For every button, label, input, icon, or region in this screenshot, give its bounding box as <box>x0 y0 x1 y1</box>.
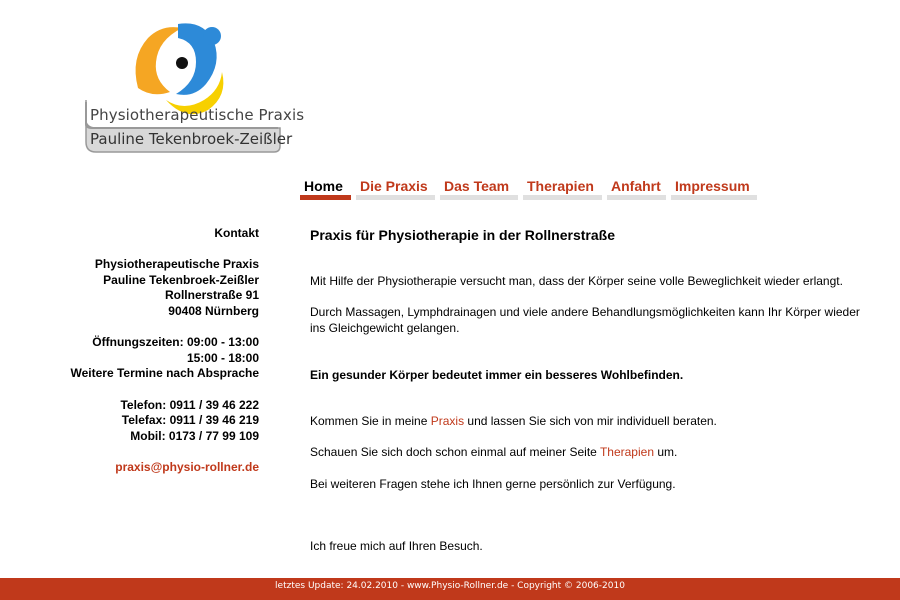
paragraph-highlight: Ein gesunder Körper bedeutet immer ein besseres Wohlbefinden. <box>310 368 684 382</box>
opening-hours-line-1: Öffnungszeiten: 09:00 - 13:00 <box>92 335 259 350</box>
nav-therapien[interactable]: Therapien <box>523 176 602 200</box>
paragraph-5-text-after: um. <box>654 445 678 459</box>
paragraph-1: Mit Hilfe der Physiotherapie versucht man, dass der Körper seine volle Beweglichkeit wieder erlangt. <box>310 274 843 288</box>
nav-impressum[interactable]: Impressum <box>671 176 757 200</box>
nav-die-praxis[interactable]: Die Praxis <box>356 176 435 200</box>
nav-anfahrt[interactable]: Anfahrt <box>607 176 666 200</box>
main-content <box>310 226 870 553</box>
email-link[interactable]: praxis@physio-rollner.de <box>115 459 259 474</box>
page-title: Praxis für Physiotherapie in der Rollnerstraße <box>310 227 615 243</box>
paragraph-4-text-after: und lassen Sie sich von mir individuell beraten. <box>464 414 717 428</box>
main-nav <box>300 176 762 200</box>
mobile-number: Mobil: 0173 / 77 99 109 <box>130 428 259 443</box>
paragraph-4 <box>310 414 717 430</box>
therapien-link[interactable]: Therapien <box>599 445 654 459</box>
logo-text-name: Pauline Tekenbroek-Zeißler <box>90 130 293 148</box>
logo <box>78 18 305 156</box>
footer-text: letztes Update: 24.02.2010 - www.Physio-Rollner.de - Copyright © 2006-2010 <box>275 581 625 591</box>
paragraph-5 <box>310 445 677 461</box>
address-line-1: Physiotherapeutische Praxis <box>94 257 259 272</box>
address-city: 90408 Nürnberg <box>168 303 259 318</box>
nav-home[interactable]: Home <box>300 176 351 200</box>
opening-hours-line-3: Weitere Termine nach Absprache <box>70 366 259 381</box>
paragraph-4-text-before: Kommen Sie in meine <box>310 414 431 428</box>
praxis-link[interactable]: Praxis <box>430 414 465 428</box>
paragraph-6: Bei weiteren Fragen stehe ich Ihnen gerne persönlich zur Verfügung. <box>310 477 676 491</box>
paragraph-closing: Ich freue mich auf Ihren Besuch. <box>310 539 483 553</box>
contact-heading: Kontakt <box>214 226 259 240</box>
paragraph-2: Durch Massagen, Lymphdrainagen und viele andere Behandlungsmöglichkeiten kann Ihr Körper wieder ins Gleichgewicht gelangen. <box>310 305 860 335</box>
fax-number: Telefax: 0911 / 39 46 219 <box>121 413 259 428</box>
paragraph-5-text-before: Schauen Sie sich doch schon einmal auf meiner Seite <box>310 445 600 459</box>
address-line-2: Pauline Tekenbroek-Zeißler <box>103 272 259 287</box>
logo-text-praxis: Physiotherapeutische Praxis <box>90 106 305 124</box>
footer <box>0 578 900 600</box>
address-street: Rollnerstraße 91 <box>164 288 259 303</box>
phone-number: Telefon: 0911 / 39 46 222 <box>120 397 259 412</box>
contact-sidebar <box>70 226 259 476</box>
opening-hours-line-2: 15:00 - 18:00 <box>186 350 259 365</box>
nav-das-team[interactable]: Das Team <box>440 176 518 200</box>
